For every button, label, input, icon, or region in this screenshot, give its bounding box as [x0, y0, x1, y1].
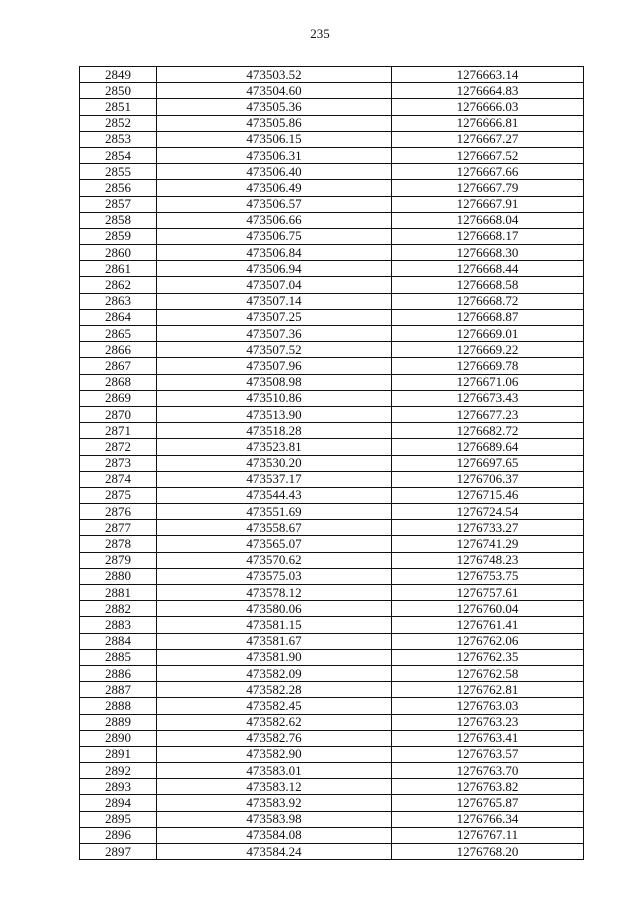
table-row — [80, 277, 584, 293]
point-number-cell: 2850 — [80, 83, 157, 99]
y-coordinate-cell: 1276748.23 — [392, 552, 584, 568]
point-number-cell: 2892 — [80, 763, 157, 779]
x-coordinate-cell: 473505.86 — [157, 115, 392, 131]
y-coordinate-cell: 1276664.83 — [392, 83, 584, 99]
x-coordinate-cell: 473584.24 — [157, 844, 392, 860]
x-coordinate-cell: 473583.92 — [157, 795, 392, 811]
point-number-cell: 2868 — [80, 374, 157, 390]
point-number-cell: 2897 — [80, 844, 157, 860]
y-coordinate-cell: 1276671.06 — [392, 374, 584, 390]
y-coordinate-cell: 1276689.64 — [392, 439, 584, 455]
point-number-cell: 2894 — [80, 795, 157, 811]
point-number-cell: 2869 — [80, 390, 157, 406]
y-coordinate-cell: 1276768.20 — [392, 844, 584, 860]
point-number-cell: 2895 — [80, 811, 157, 827]
point-number-cell: 2881 — [80, 585, 157, 601]
table-row — [80, 326, 584, 342]
x-coordinate-cell: 473583.01 — [157, 763, 392, 779]
y-coordinate-cell: 1276667.27 — [392, 131, 584, 147]
table-row — [80, 471, 584, 487]
x-coordinate-cell: 473565.07 — [157, 536, 392, 552]
x-coordinate-cell: 473544.43 — [157, 487, 392, 503]
table-row — [80, 504, 584, 520]
table-row — [80, 795, 584, 811]
x-coordinate-cell: 473510.86 — [157, 390, 392, 406]
x-coordinate-cell: 473570.62 — [157, 552, 392, 568]
table-row — [80, 147, 584, 163]
table-row — [80, 309, 584, 325]
y-coordinate-cell: 1276663.14 — [392, 67, 584, 83]
y-coordinate-cell: 1276667.52 — [392, 147, 584, 163]
x-coordinate-cell: 473575.03 — [157, 568, 392, 584]
x-coordinate-cell: 473506.94 — [157, 261, 392, 277]
table-row — [80, 536, 584, 552]
table-row — [80, 746, 584, 762]
point-number-cell: 2882 — [80, 601, 157, 617]
y-coordinate-cell: 1276682.72 — [392, 423, 584, 439]
x-coordinate-cell: 473583.12 — [157, 779, 392, 795]
point-number-cell: 2871 — [80, 423, 157, 439]
y-coordinate-cell: 1276763.41 — [392, 730, 584, 746]
x-coordinate-cell: 473582.62 — [157, 714, 392, 730]
table-row — [80, 390, 584, 406]
table-row — [80, 245, 584, 261]
x-coordinate-cell: 473582.28 — [157, 682, 392, 698]
x-coordinate-cell: 473581.67 — [157, 633, 392, 649]
y-coordinate-cell: 1276668.87 — [392, 309, 584, 325]
x-coordinate-cell: 473584.08 — [157, 827, 392, 843]
x-coordinate-cell: 473506.49 — [157, 180, 392, 196]
y-coordinate-cell: 1276763.82 — [392, 779, 584, 795]
point-number-cell: 2887 — [80, 682, 157, 698]
y-coordinate-cell: 1276762.81 — [392, 682, 584, 698]
table-row — [80, 212, 584, 228]
y-coordinate-cell: 1276677.23 — [392, 406, 584, 422]
point-number-cell: 2864 — [80, 309, 157, 325]
y-coordinate-cell: 1276760.04 — [392, 601, 584, 617]
y-coordinate-cell: 1276668.17 — [392, 228, 584, 244]
y-coordinate-cell: 1276666.03 — [392, 99, 584, 115]
table-row — [80, 763, 584, 779]
table-row — [80, 779, 584, 795]
point-number-cell: 2878 — [80, 536, 157, 552]
y-coordinate-cell: 1276669.78 — [392, 358, 584, 374]
table-row — [80, 633, 584, 649]
table-row — [80, 568, 584, 584]
x-coordinate-cell: 473558.67 — [157, 520, 392, 536]
y-coordinate-cell: 1276765.87 — [392, 795, 584, 811]
y-coordinate-cell: 1276762.58 — [392, 665, 584, 681]
table-row — [80, 844, 584, 860]
x-coordinate-cell: 473578.12 — [157, 585, 392, 601]
table-row — [80, 342, 584, 358]
point-number-cell: 2853 — [80, 131, 157, 147]
y-coordinate-cell: 1276762.35 — [392, 649, 584, 665]
table-row — [80, 180, 584, 196]
point-number-cell: 2865 — [80, 326, 157, 342]
x-coordinate-cell: 473507.14 — [157, 293, 392, 309]
point-number-cell: 2879 — [80, 552, 157, 568]
table-row — [80, 520, 584, 536]
point-number-cell: 2863 — [80, 293, 157, 309]
x-coordinate-cell: 473506.66 — [157, 212, 392, 228]
x-coordinate-cell: 473582.09 — [157, 665, 392, 681]
y-coordinate-cell: 1276668.44 — [392, 261, 584, 277]
point-number-cell: 2874 — [80, 471, 157, 487]
point-number-cell: 2860 — [80, 245, 157, 261]
point-number-cell: 2889 — [80, 714, 157, 730]
point-number-cell: 2861 — [80, 261, 157, 277]
coordinates-table-body — [80, 67, 584, 860]
table-row — [80, 487, 584, 503]
y-coordinate-cell: 1276763.57 — [392, 746, 584, 762]
x-coordinate-cell: 473581.90 — [157, 649, 392, 665]
x-coordinate-cell: 473518.28 — [157, 423, 392, 439]
point-number-cell: 2859 — [80, 228, 157, 244]
point-number-cell: 2872 — [80, 439, 157, 455]
y-coordinate-cell: 1276741.29 — [392, 536, 584, 552]
point-number-cell: 2870 — [80, 406, 157, 422]
y-coordinate-cell: 1276757.61 — [392, 585, 584, 601]
x-coordinate-cell: 473506.40 — [157, 164, 392, 180]
x-coordinate-cell: 473507.25 — [157, 309, 392, 325]
x-coordinate-cell: 473582.90 — [157, 746, 392, 762]
table-row — [80, 827, 584, 843]
point-number-cell: 2849 — [80, 67, 157, 83]
point-number-cell: 2852 — [80, 115, 157, 131]
page-number: 235 — [310, 26, 330, 41]
point-number-cell: 2857 — [80, 196, 157, 212]
point-number-cell: 2858 — [80, 212, 157, 228]
y-coordinate-cell: 1276766.34 — [392, 811, 584, 827]
x-coordinate-cell: 473507.36 — [157, 326, 392, 342]
x-coordinate-cell: 473582.76 — [157, 730, 392, 746]
y-coordinate-cell: 1276666.81 — [392, 115, 584, 131]
table-row — [80, 406, 584, 422]
y-coordinate-cell: 1276668.72 — [392, 293, 584, 309]
y-coordinate-cell: 1276669.22 — [392, 342, 584, 358]
x-coordinate-cell: 473513.90 — [157, 406, 392, 422]
x-coordinate-cell: 473505.36 — [157, 99, 392, 115]
y-coordinate-cell: 1276763.70 — [392, 763, 584, 779]
table-row — [80, 601, 584, 617]
point-number-cell: 2866 — [80, 342, 157, 358]
point-number-cell: 2885 — [80, 649, 157, 665]
table-row — [80, 164, 584, 180]
point-number-cell: 2867 — [80, 358, 157, 374]
x-coordinate-cell: 473583.98 — [157, 811, 392, 827]
table-row — [80, 358, 584, 374]
table-row — [80, 83, 584, 99]
x-coordinate-cell: 473503.52 — [157, 67, 392, 83]
table-row — [80, 682, 584, 698]
y-coordinate-cell: 1276724.54 — [392, 504, 584, 520]
table-row — [80, 552, 584, 568]
y-coordinate-cell: 1276697.65 — [392, 455, 584, 471]
x-coordinate-cell: 473537.17 — [157, 471, 392, 487]
point-number-cell: 2854 — [80, 147, 157, 163]
table-row — [80, 196, 584, 212]
table-row — [80, 423, 584, 439]
point-number-cell: 2875 — [80, 487, 157, 503]
point-number-cell: 2886 — [80, 665, 157, 681]
x-coordinate-cell: 473506.84 — [157, 245, 392, 261]
y-coordinate-cell: 1276667.79 — [392, 180, 584, 196]
table-row — [80, 730, 584, 746]
table-row — [80, 617, 584, 633]
y-coordinate-cell: 1276668.04 — [392, 212, 584, 228]
x-coordinate-cell: 473551.69 — [157, 504, 392, 520]
point-number-cell: 2891 — [80, 746, 157, 762]
y-coordinate-cell: 1276753.75 — [392, 568, 584, 584]
table-row — [80, 665, 584, 681]
point-number-cell: 2890 — [80, 730, 157, 746]
table-row — [80, 67, 584, 83]
point-number-cell: 2876 — [80, 504, 157, 520]
y-coordinate-cell: 1276706.37 — [392, 471, 584, 487]
point-number-cell: 2877 — [80, 520, 157, 536]
table-row — [80, 439, 584, 455]
x-coordinate-cell: 473506.75 — [157, 228, 392, 244]
x-coordinate-cell: 473508.98 — [157, 374, 392, 390]
table-row — [80, 99, 584, 115]
table-row — [80, 714, 584, 730]
table-row — [80, 698, 584, 714]
x-coordinate-cell: 473582.45 — [157, 698, 392, 714]
x-coordinate-cell: 473523.81 — [157, 439, 392, 455]
y-coordinate-cell: 1276763.23 — [392, 714, 584, 730]
point-number-cell: 2851 — [80, 99, 157, 115]
x-coordinate-cell: 473507.52 — [157, 342, 392, 358]
x-coordinate-cell: 473507.04 — [157, 277, 392, 293]
point-number-cell: 2888 — [80, 698, 157, 714]
x-coordinate-cell: 473504.60 — [157, 83, 392, 99]
y-coordinate-cell: 1276668.58 — [392, 277, 584, 293]
y-coordinate-cell: 1276761.41 — [392, 617, 584, 633]
point-number-cell: 2883 — [80, 617, 157, 633]
table-row — [80, 811, 584, 827]
x-coordinate-cell: 473581.15 — [157, 617, 392, 633]
y-coordinate-cell: 1276763.03 — [392, 698, 584, 714]
y-coordinate-cell: 1276667.66 — [392, 164, 584, 180]
table-row — [80, 228, 584, 244]
coordinates-table — [79, 66, 584, 860]
x-coordinate-cell: 473580.06 — [157, 601, 392, 617]
x-coordinate-cell: 473506.15 — [157, 131, 392, 147]
y-coordinate-cell: 1276762.06 — [392, 633, 584, 649]
x-coordinate-cell: 473507.96 — [157, 358, 392, 374]
y-coordinate-cell: 1276667.91 — [392, 196, 584, 212]
table-row — [80, 585, 584, 601]
x-coordinate-cell: 473506.31 — [157, 147, 392, 163]
point-number-cell: 2884 — [80, 633, 157, 649]
table-row — [80, 649, 584, 665]
point-number-cell: 2873 — [80, 455, 157, 471]
y-coordinate-cell: 1276733.27 — [392, 520, 584, 536]
point-number-cell: 2893 — [80, 779, 157, 795]
y-coordinate-cell: 1276767.11 — [392, 827, 584, 843]
x-coordinate-cell: 473530.20 — [157, 455, 392, 471]
table-row — [80, 293, 584, 309]
x-coordinate-cell: 473506.57 — [157, 196, 392, 212]
point-number-cell: 2855 — [80, 164, 157, 180]
table-row — [80, 131, 584, 147]
y-coordinate-cell: 1276673.43 — [392, 390, 584, 406]
table-row — [80, 455, 584, 471]
point-number-cell: 2896 — [80, 827, 157, 843]
table-row — [80, 374, 584, 390]
y-coordinate-cell: 1276668.30 — [392, 245, 584, 261]
point-number-cell: 2862 — [80, 277, 157, 293]
point-number-cell: 2856 — [80, 180, 157, 196]
table-row — [80, 115, 584, 131]
y-coordinate-cell: 1276715.46 — [392, 487, 584, 503]
y-coordinate-cell: 1276669.01 — [392, 326, 584, 342]
table-row — [80, 261, 584, 277]
point-number-cell: 2880 — [80, 568, 157, 584]
